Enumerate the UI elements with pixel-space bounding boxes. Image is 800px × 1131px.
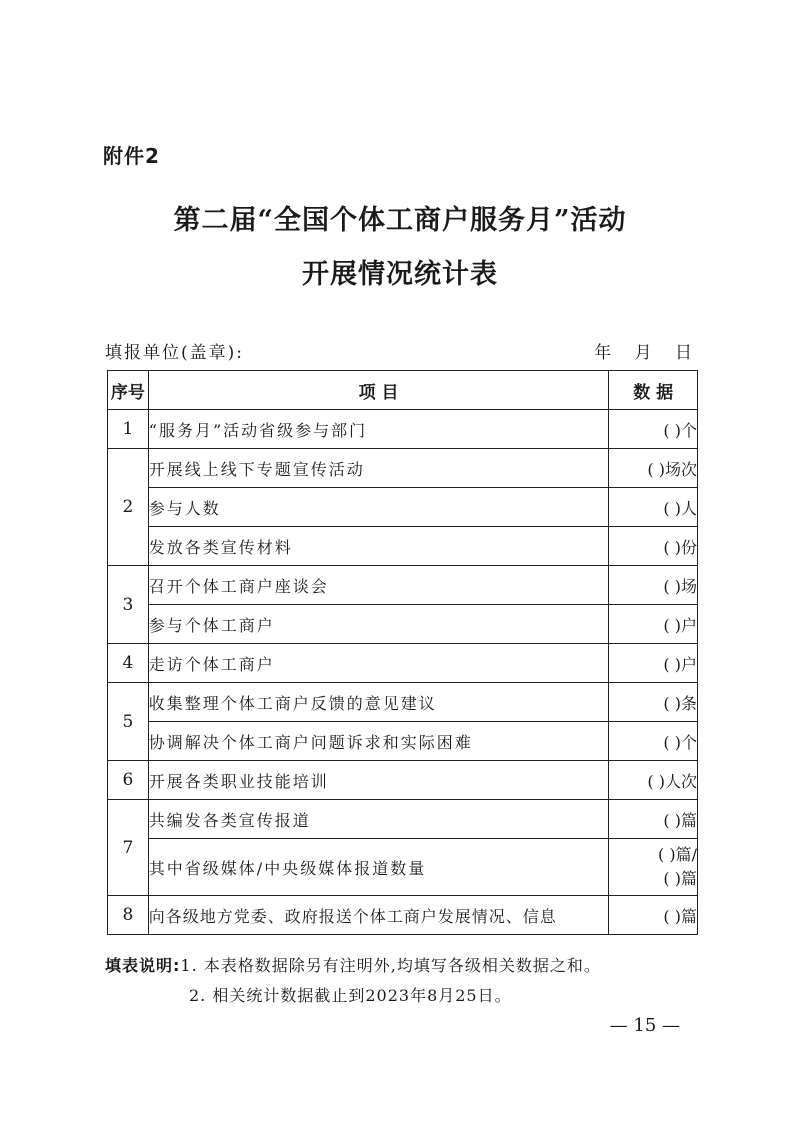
row-item: 走访个体工商户 [148,644,609,683]
header-data: 数 据 [609,371,698,410]
row-item: 收集整理个体工商户反馈的意见建议 [148,683,609,722]
row-item: 召开个体工商户座谈会 [148,566,609,605]
row-data: ( )场 [609,566,698,605]
row-item: 参与人数 [148,488,609,527]
page-number: — 15 — [609,1015,680,1036]
header-no: 序号 [108,371,149,410]
fill-unit-label: 填报单位(盖章): [105,343,244,363]
table-row [108,683,698,722]
table-row [108,839,698,896]
row-data: ( )户 [609,605,698,644]
table-row [108,800,698,839]
attachment-label: 附件2 [103,144,160,168]
row-number: 3 [108,566,149,644]
table-row [108,644,698,683]
instructions-label: 填表说明: [105,956,181,975]
row-data: ( )人 [609,488,698,527]
row-data: ( )个 [609,722,698,761]
table-row [108,449,698,488]
row-data-line-1: ( )篇/ [658,845,697,864]
row-item: 协调解决个体工商户问题诉求和实际困难 [148,722,609,761]
title-line-1: 第二届“全国个体工商户服务月”活动 [173,205,627,236]
row-item: 开展各类职业技能培训 [148,761,609,800]
table-row [108,566,698,605]
row-number: 4 [108,644,149,683]
date-label: 年 月 日 [594,343,692,363]
row-data: ( )篇 [609,896,698,935]
row-number: 1 [108,410,149,449]
row-number: 2 [108,449,149,566]
row-item: 向各级地方党委、政府报送个体工商户发展情况、信息 [148,896,609,935]
table-row [108,761,698,800]
row-item: 其中省级媒体/中央级媒体报道数量 [148,839,609,896]
row-item: 参与个体工商户 [148,605,609,644]
table-row [108,605,698,644]
title-line-2: 开展情况统计表 [302,259,498,290]
table-header-row [108,371,698,410]
row-data: ( )份 [609,527,698,566]
table-row [108,896,698,935]
row-number: 5 [108,683,149,761]
instruction-2: 2. 相关统计数据截止到2023年8月25日。 [189,986,512,1005]
row-data: ( )人次 [609,761,698,800]
table-row [108,488,698,527]
header-item: 项 目 [148,371,609,410]
table-row [108,410,698,449]
row-number: 6 [108,761,149,800]
row-number: 7 [108,800,149,896]
row-item: 开展线上线下专题宣传活动 [148,449,609,488]
row-data: ( )户 [609,644,698,683]
row-data: ( )条 [609,683,698,722]
row-data: ( )场次 [609,449,698,488]
row-item: 共编发各类宣传报道 [148,800,609,839]
row-data: ( )个 [609,410,698,449]
table-row [108,527,698,566]
instruction-1: 1. 本表格数据除另有注明外,均填写各级相关数据之和。 [180,956,601,975]
row-item: “服务月”活动省级参与部门 [148,410,609,449]
row-data [609,839,698,896]
row-item: 发放各类宣传材料 [148,527,609,566]
statistics-table [107,370,698,935]
fill-instructions [105,953,601,1005]
row-number: 8 [108,896,149,935]
row-data: ( )篇 [609,800,698,839]
table-row [108,722,698,761]
row-data-line-2: ( )篇 [663,869,697,888]
